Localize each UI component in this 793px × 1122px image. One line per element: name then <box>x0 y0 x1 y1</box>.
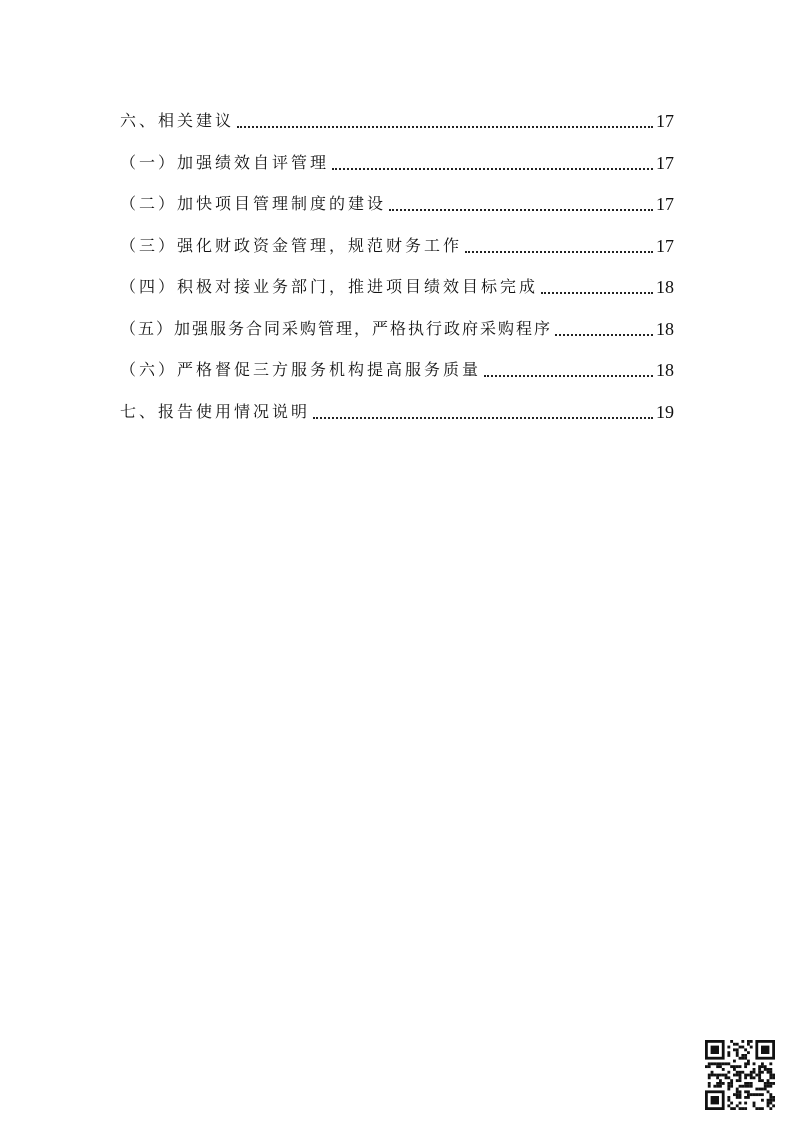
toc-entry-label: （四）积极对接业务部门，推进项目绩效目标完成 <box>120 277 539 296</box>
toc-dot-leader <box>389 209 653 211</box>
toc-entry-6-6[interactable] <box>120 355 674 381</box>
qr-code-icon <box>705 1040 775 1110</box>
toc-dot-leader <box>237 126 653 128</box>
toc-entry-6-5[interactable] <box>120 314 674 340</box>
toc-dot-leader <box>313 417 653 419</box>
toc-entry-label: （一）加强绩效自评管理 <box>120 153 330 172</box>
toc-dot-leader <box>332 168 653 170</box>
toc-entry-page-number: 18 <box>656 277 674 297</box>
toc-entry-page-number: 17 <box>656 236 674 256</box>
toc-entry-label: （二）加快项目管理制度的建设 <box>120 194 387 213</box>
toc-dot-leader <box>484 375 653 377</box>
toc-entry-label: 七、报告使用情况说明 <box>120 402 311 421</box>
toc-entry-section-7[interactable] <box>120 397 674 423</box>
toc-entry-page-number: 17 <box>656 194 674 214</box>
toc-entry-section-6[interactable] <box>120 106 674 132</box>
toc-entry-label: （五）加强服务合同采购管理，严格执行政府采购程序 <box>120 319 553 338</box>
toc-entry-page-number: 18 <box>656 360 674 380</box>
toc-entry-label: 六、相关建议 <box>120 111 235 130</box>
toc-dot-leader <box>541 292 653 294</box>
toc-entry-6-1[interactable] <box>120 148 674 174</box>
toc-entry-label: （六）严格督促三方服务机构提高服务质量 <box>120 360 482 379</box>
toc-entry-label: （三）强化财政资金管理，规范财务工作 <box>120 236 463 255</box>
toc-entry-page-number: 17 <box>656 111 674 131</box>
toc-entry-page-number: 17 <box>656 153 674 173</box>
toc-dot-leader <box>465 251 653 253</box>
toc-entry-6-3[interactable] <box>120 231 674 257</box>
toc-entry-page-number: 19 <box>656 402 674 422</box>
toc-entry-6-4[interactable] <box>120 272 674 298</box>
toc-entry-6-2[interactable] <box>120 189 674 215</box>
toc-entry-page-number: 18 <box>656 319 674 339</box>
toc-dot-leader <box>555 334 653 336</box>
